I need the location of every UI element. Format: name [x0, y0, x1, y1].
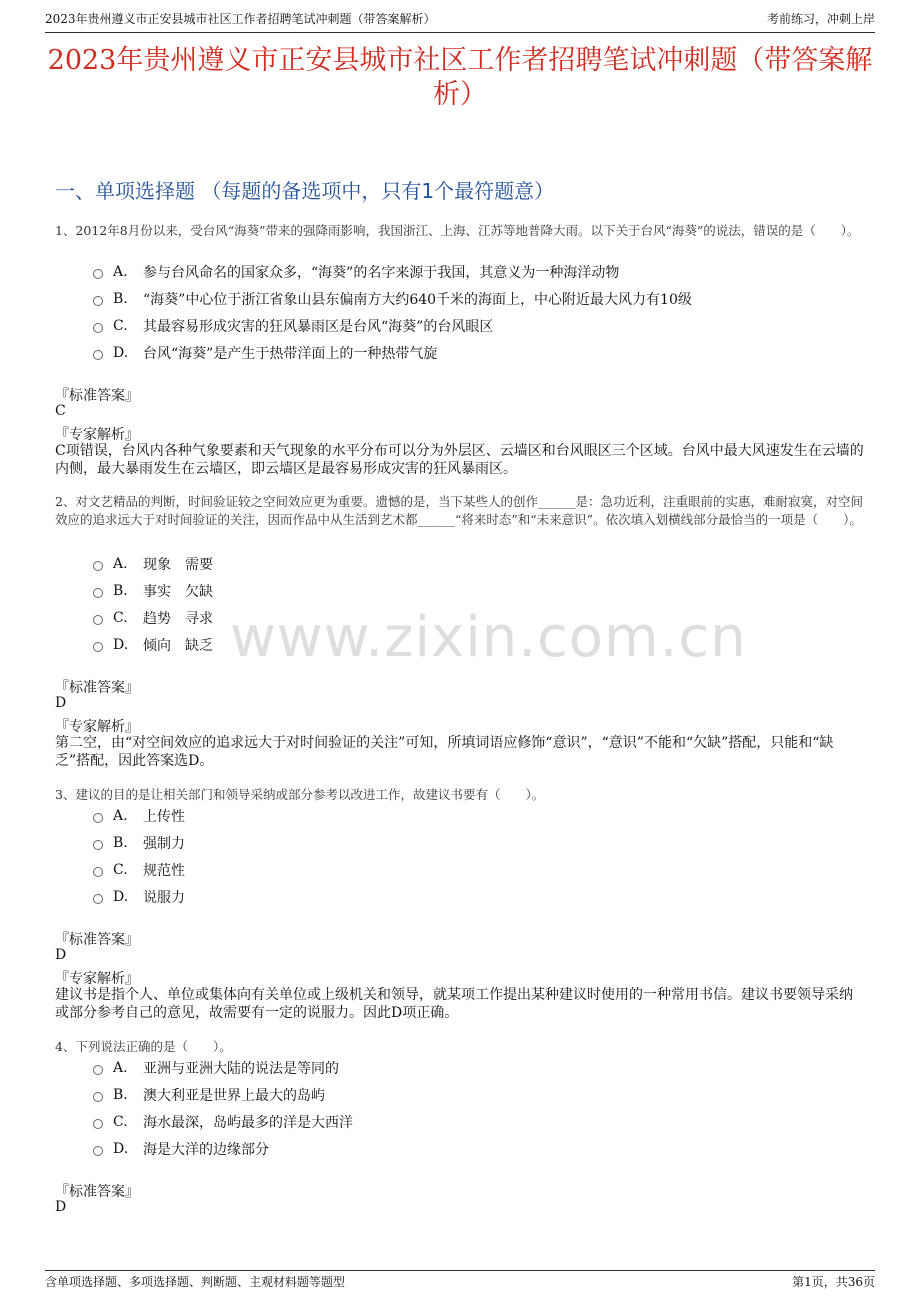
radio-icon[interactable]	[93, 269, 103, 279]
question-1-text: 1、2012年8月份以来，受台风“海葵”带来的强降雨影响，我国浙江、上海、江苏等地普降大雨。以下关于台风“海葵”的说法，错误的是（ ）。	[55, 223, 860, 238]
question-3-options	[93, 802, 185, 910]
answer-label-2: 『标准答案』	[55, 680, 139, 696]
radio-icon[interactable]	[93, 1119, 103, 1129]
answer-label-4: 『标准答案』	[55, 1184, 139, 1200]
analysis-label-2: 『专家解析』	[55, 719, 139, 735]
page-footer	[45, 1270, 875, 1295]
option-4d[interactable]: D. 海是大洋的边缘部分	[93, 1135, 353, 1162]
answer-3: D	[55, 947, 67, 963]
watermark: www.zixin.com.cn	[230, 605, 747, 670]
option-1a[interactable]: A. 参与台风命名的国家众多，“海葵”的名字来源于我国，其意义为一种海洋动物	[93, 258, 692, 285]
header-doc-title: 2023年贵州遵义市正安县城市社区工作者招聘笔试冲刺题（带答案解析）	[45, 12, 436, 26]
page-number: 第1页，共36页	[792, 1275, 875, 1289]
radio-icon[interactable]	[93, 813, 103, 823]
question-1-options	[93, 258, 692, 366]
option-4a[interactable]: A. 亚洲与亚洲大陆的说法是等同的	[93, 1054, 353, 1081]
radio-icon[interactable]	[93, 323, 103, 333]
question-4-text: 4、下列说法正确的是（ ）。	[55, 1039, 232, 1054]
footer-description: 含单项选择题、多项选择题、判断题、主观材料题等题型	[45, 1275, 346, 1289]
option-2a[interactable]: A. 现象 需要	[93, 550, 213, 577]
radio-icon[interactable]	[93, 894, 103, 904]
page-header	[45, 10, 875, 33]
option-2b[interactable]: B. 事实 欠缺	[93, 577, 213, 604]
question-2-options	[93, 550, 213, 658]
radio-icon[interactable]	[93, 840, 103, 850]
answer-2: D	[55, 695, 67, 711]
option-2d[interactable]: D. 倾向 缺乏	[93, 631, 213, 658]
analysis-3: 建议书是指个人、单位或集体向有关单位或上级机关和领导，就某项工作提出某种建议时使用的一种常用书信。建议书要领导采纳或部分参考自己的意见，故需要有一定的说服力。因此D项正确。	[55, 987, 853, 1021]
radio-icon[interactable]	[93, 296, 103, 306]
option-3c[interactable]: C. 规范性	[93, 856, 185, 883]
option-2c[interactable]: C. 趋势 寻求	[93, 604, 213, 631]
radio-icon[interactable]	[93, 588, 103, 598]
analysis-1: C项错误，台风内各种气象要素和天气现象的水平分布可以分为外层区、云墙区和台风眼区三个区域。台风中最大风速发生在云墙的内侧，最大暴雨发生在云墙区，即云墙区是最容易形成灾害的狂风暴雨区。	[55, 443, 864, 477]
question-3-text: 3、建议的目的是让相关部门和领导采纳或部分参考以改进工作，故建议书要有（ ）。	[55, 787, 545, 802]
radio-icon[interactable]	[93, 642, 103, 652]
analysis-2: 第二空，由“对空间效应的追求远大于对时间验证的关注”可知，所填词语应修饰“意识”，“意识”不能和“欠缺”搭配，只能和“缺乏”搭配，因此答案选D。	[55, 735, 834, 769]
header-slogan: 考前练习，冲刺上岸	[766, 12, 875, 26]
option-3d[interactable]: D. 说服力	[93, 883, 185, 910]
option-4c[interactable]: C. 海水最深，岛屿最多的洋是大西洋	[93, 1108, 353, 1135]
radio-icon[interactable]	[93, 1092, 103, 1102]
radio-icon[interactable]	[93, 867, 103, 877]
option-3a[interactable]: A. 上传性	[93, 802, 185, 829]
analysis-label-3: 『专家解析』	[55, 971, 139, 987]
option-3b[interactable]: B. 强制力	[93, 829, 185, 856]
option-1c[interactable]: C. 其最容易形成灾害的狂风暴雨区是台风“海葵”的台风眼区	[93, 312, 692, 339]
radio-icon[interactable]	[93, 1146, 103, 1156]
question-4-options	[93, 1054, 353, 1162]
analysis-label-1: 『专家解析』	[55, 427, 139, 443]
radio-icon[interactable]	[93, 1065, 103, 1075]
answer-label-3: 『标准答案』	[55, 932, 139, 948]
option-4b[interactable]: B. 澳大利亚是世界上最大的岛屿	[93, 1081, 353, 1108]
answer-4: D	[55, 1199, 67, 1215]
section-title: 一、单项选择题 （每题的备选项中，只有1个最符题意）	[55, 179, 555, 203]
answer-label-1: 『标准答案』	[55, 388, 139, 404]
option-1b[interactable]: B. “海葵”中心位于浙江省象山县东偏南方大约640千米的海面上，中心附近最大风力有10级	[93, 285, 692, 312]
answer-1: C	[55, 403, 66, 419]
radio-icon[interactable]	[93, 561, 103, 571]
radio-icon[interactable]	[93, 615, 103, 625]
document-title: 2023年贵州遵义市正安县城市社区工作者招聘笔试冲刺题（带答案解析）	[47, 45, 873, 110]
option-1d[interactable]: D. 台风“海葵”是产生于热带洋面上的一种热带气旋	[93, 339, 692, 366]
question-2-text: 2、对文艺精品的判断，时间验证较之空间效应更为重要。遗憾的是，当下某些人的创作______是：急功近利，注重眼前的实惠，难耐寂寞，对空间效应的追求远大于对时间验证的关注，因而作品中从生活到艺术都______“将来时态”和“未来意识”。依次填入划横线部分最恰当的一项是（ ）。	[55, 494, 863, 527]
radio-icon[interactable]	[93, 350, 103, 360]
